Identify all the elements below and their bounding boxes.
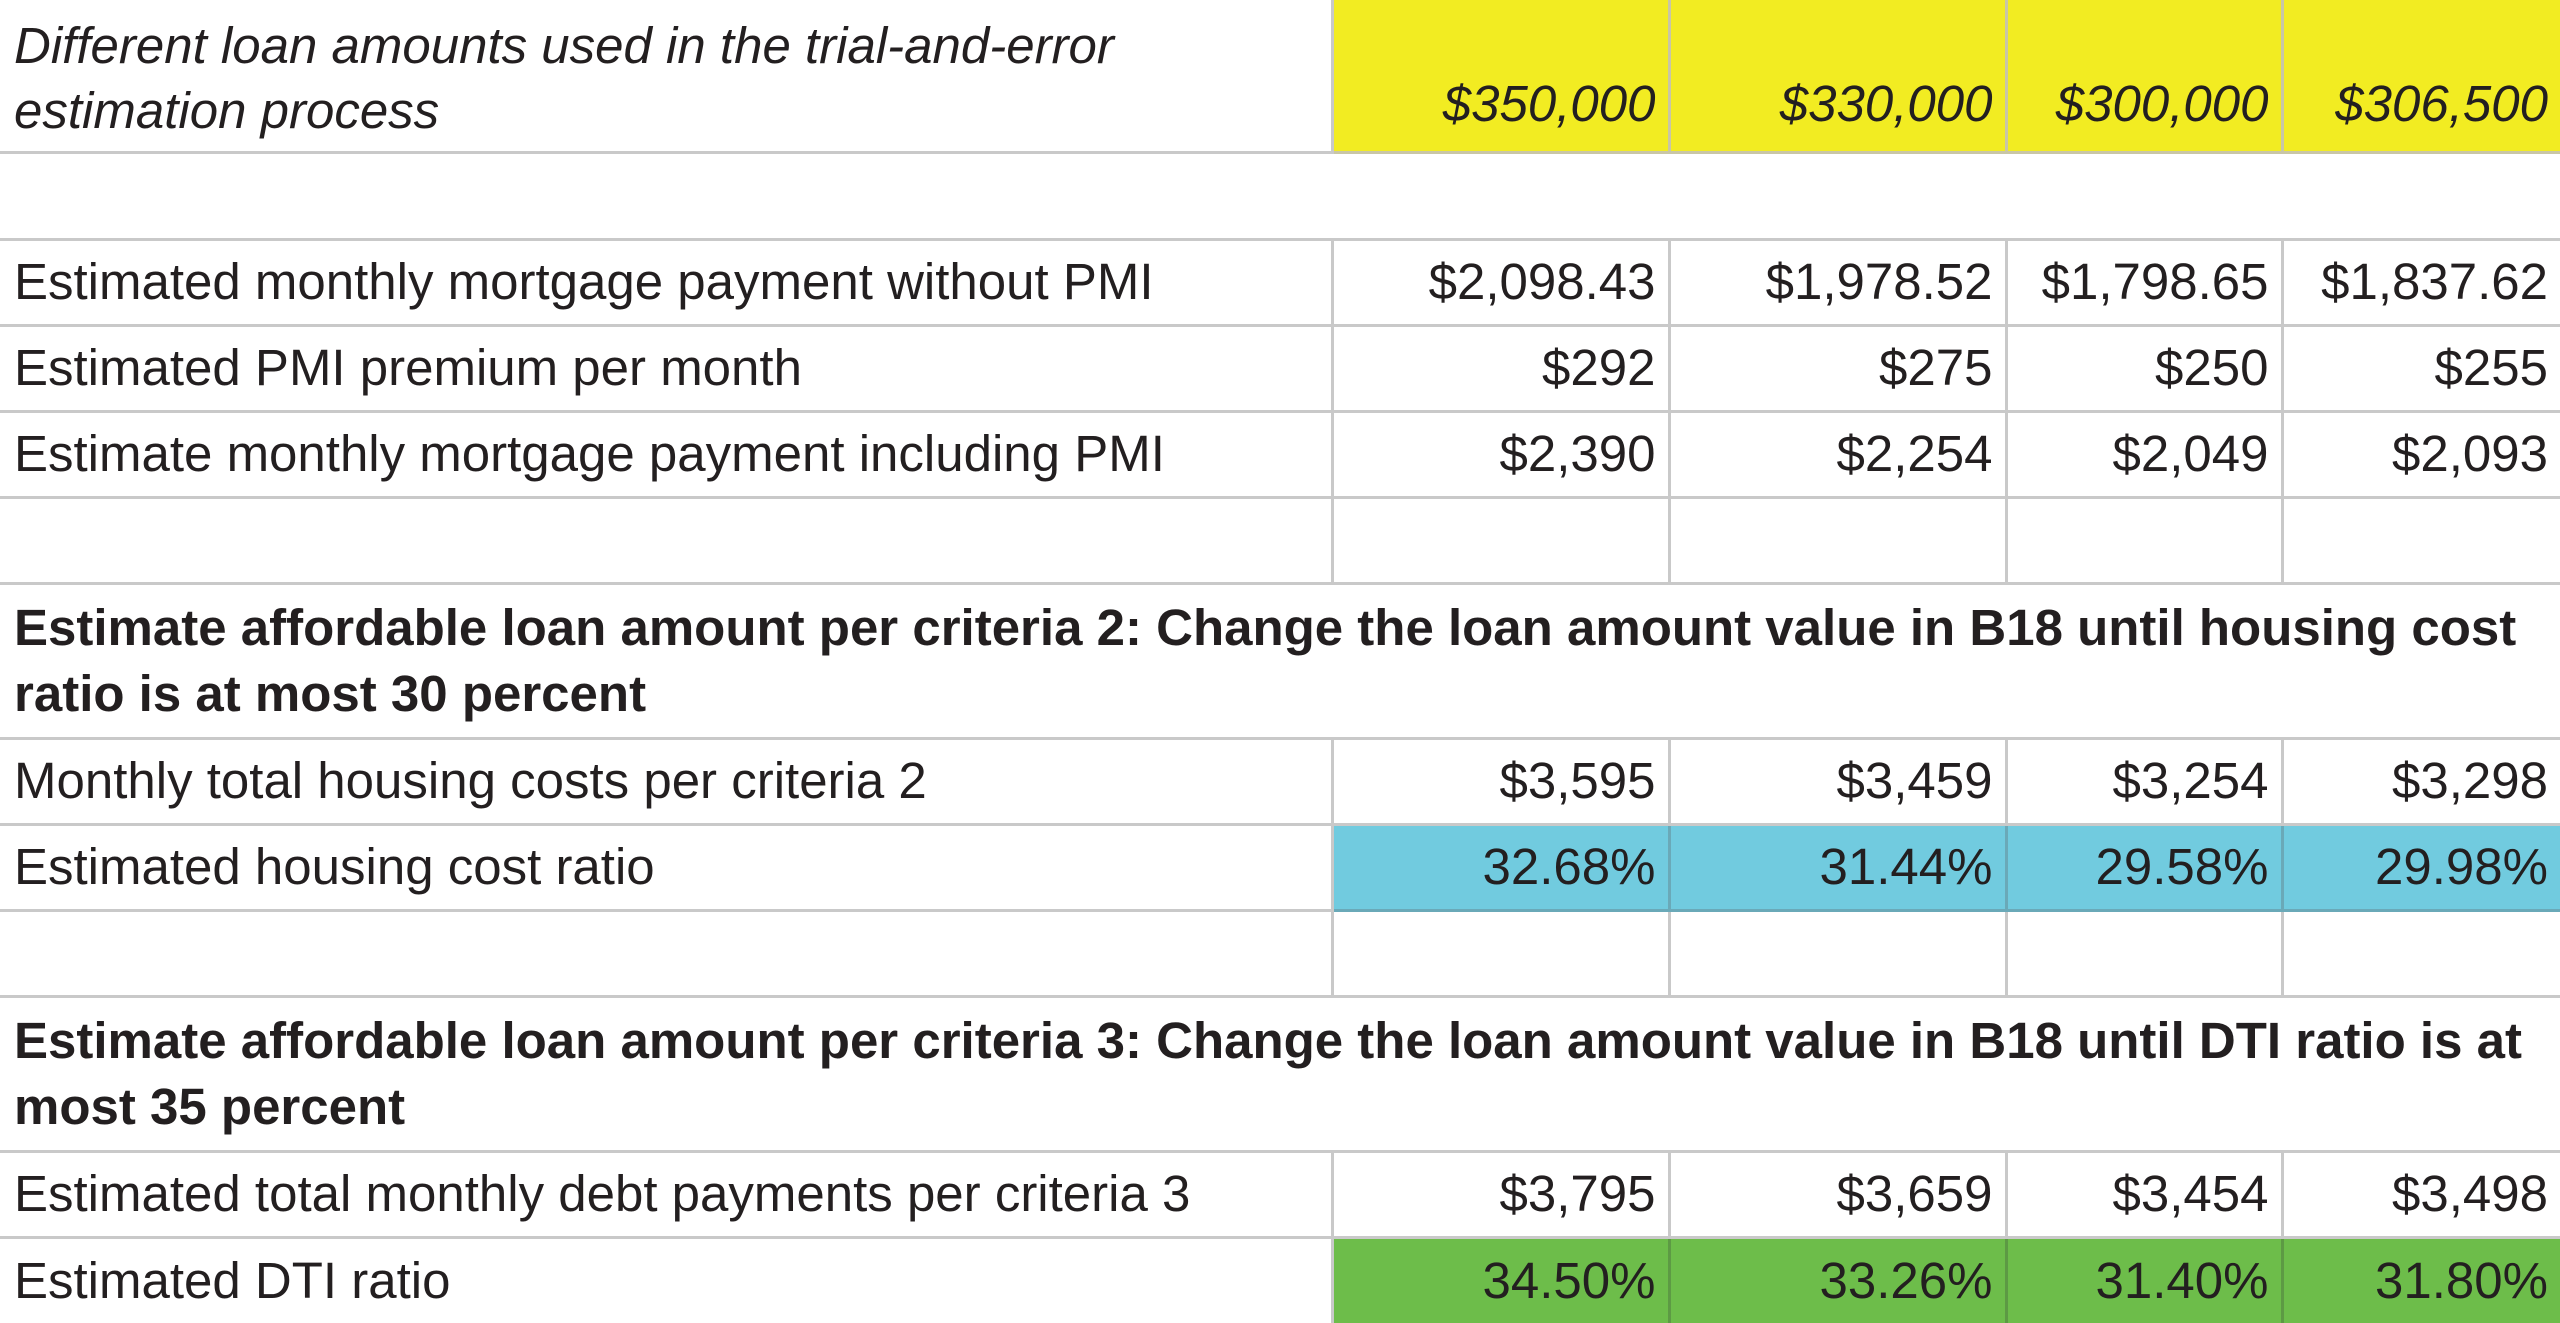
blank-cell[interactable] — [0, 497, 1332, 583]
table-row — [0, 1237, 2560, 1323]
blank-cell[interactable] — [1332, 910, 1669, 996]
housing-costs-value-4[interactable]: $3,298 — [2282, 738, 2560, 824]
dti-ratio-value-1[interactable]: 34.50% — [1332, 1237, 1669, 1323]
pmi-premium-label[interactable]: Estimated PMI premium per month — [0, 325, 1332, 411]
table-row — [0, 824, 2560, 910]
blank-cell[interactable] — [2282, 497, 2560, 583]
criteria-3-heading-row — [0, 996, 2560, 1151]
criteria-3-heading[interactable]: Estimate affordable loan amount per criteria 3: Change the loan amount value in B18 until DTI ratio is at most 35 percent — [0, 996, 2560, 1151]
debt-payments-value-3[interactable]: $3,454 — [2006, 1151, 2282, 1237]
blank-cell[interactable] — [2282, 910, 2560, 996]
payment-with-pmi-value-4[interactable]: $2,093 — [2282, 411, 2560, 497]
housing-ratio-value-2[interactable]: 31.44% — [1669, 824, 2006, 910]
debt-payments-value-1[interactable]: $3,795 — [1332, 1151, 1669, 1237]
pmi-premium-value-4[interactable]: $255 — [2282, 325, 2560, 411]
payment-no-pmi-value-4[interactable]: $1,837.62 — [2282, 239, 2560, 325]
blank-row — [0, 497, 2560, 583]
payment-no-pmi-value-2[interactable]: $1,978.52 — [1669, 239, 2006, 325]
housing-costs-value-3[interactable]: $3,254 — [2006, 738, 2282, 824]
payment-with-pmi-label[interactable]: Estimate monthly mortgage payment including PMI — [0, 411, 1332, 497]
pmi-premium-value-3[interactable]: $250 — [2006, 325, 2282, 411]
dti-ratio-value-2[interactable]: 33.26% — [1669, 1237, 2006, 1323]
housing-costs-value-1[interactable]: $3,595 — [1332, 738, 1669, 824]
pmi-premium-value-2[interactable]: $275 — [1669, 325, 2006, 411]
payment-no-pmi-value-3[interactable]: $1,798.65 — [2006, 239, 2282, 325]
table-row — [0, 325, 2560, 411]
blank-cell[interactable] — [1669, 497, 2006, 583]
housing-ratio-value-1[interactable]: 32.68% — [1332, 824, 1669, 910]
payment-no-pmi-label[interactable]: Estimated monthly mortgage payment without PMI — [0, 239, 1332, 325]
blank-cell[interactable] — [2006, 910, 2282, 996]
housing-ratio-value-3[interactable]: 29.58% — [2006, 824, 2282, 910]
housing-ratio-label[interactable]: Estimated housing cost ratio — [0, 824, 1332, 910]
criteria-2-heading-row — [0, 583, 2560, 738]
payment-with-pmi-value-1[interactable]: $2,390 — [1332, 411, 1669, 497]
table-row — [0, 738, 2560, 824]
dti-ratio-label[interactable]: Estimated DTI ratio — [0, 1237, 1332, 1323]
loan-amount-cell-4[interactable]: $306,500 — [2282, 0, 2560, 152]
housing-costs-label[interactable]: Monthly total housing costs per criteria 2 — [0, 738, 1332, 824]
blank-cell[interactable] — [1332, 497, 1669, 583]
loan-amount-cell-3[interactable]: $300,000 — [2006, 0, 2282, 152]
loan-amount-cell-2[interactable]: $330,000 — [1669, 0, 2006, 152]
pmi-premium-value-1[interactable]: $292 — [1332, 325, 1669, 411]
dti-ratio-value-4[interactable]: 31.80% — [2282, 1237, 2560, 1323]
payment-no-pmi-value-1[interactable]: $2,098.43 — [1332, 239, 1669, 325]
blank-cell[interactable] — [0, 910, 1332, 996]
blank-row — [0, 910, 2560, 996]
payment-with-pmi-value-3[interactable]: $2,049 — [2006, 411, 2282, 497]
blank-cell[interactable] — [2006, 497, 2282, 583]
debt-payments-value-2[interactable]: $3,659 — [1669, 1151, 2006, 1237]
blank-cell[interactable] — [1669, 910, 2006, 996]
table-row — [0, 1151, 2560, 1237]
blank-cell[interactable] — [0, 152, 2560, 239]
loan-amount-cell-1[interactable]: $350,000 — [1332, 0, 1669, 152]
payment-with-pmi-value-2[interactable]: $2,254 — [1669, 411, 2006, 497]
housing-ratio-value-4[interactable]: 29.98% — [2282, 824, 2560, 910]
header-label-cell[interactable]: Different loan amounts used in the trial-and-error estimation process — [0, 0, 1332, 152]
criteria-2-heading[interactable]: Estimate affordable loan amount per criteria 2: Change the loan amount value in B18 until housing cost ratio is at most 30 percent — [0, 583, 2560, 738]
debt-payments-label[interactable]: Estimated total monthly debt payments per criteria 3 — [0, 1151, 1332, 1237]
table-row — [0, 239, 2560, 325]
table-row — [0, 411, 2560, 497]
housing-costs-value-2[interactable]: $3,459 — [1669, 738, 2006, 824]
debt-payments-value-4[interactable]: $3,498 — [2282, 1151, 2560, 1237]
blank-row — [0, 152, 2560, 239]
header-row — [0, 0, 2560, 152]
dti-ratio-value-3[interactable]: 31.40% — [2006, 1237, 2282, 1323]
